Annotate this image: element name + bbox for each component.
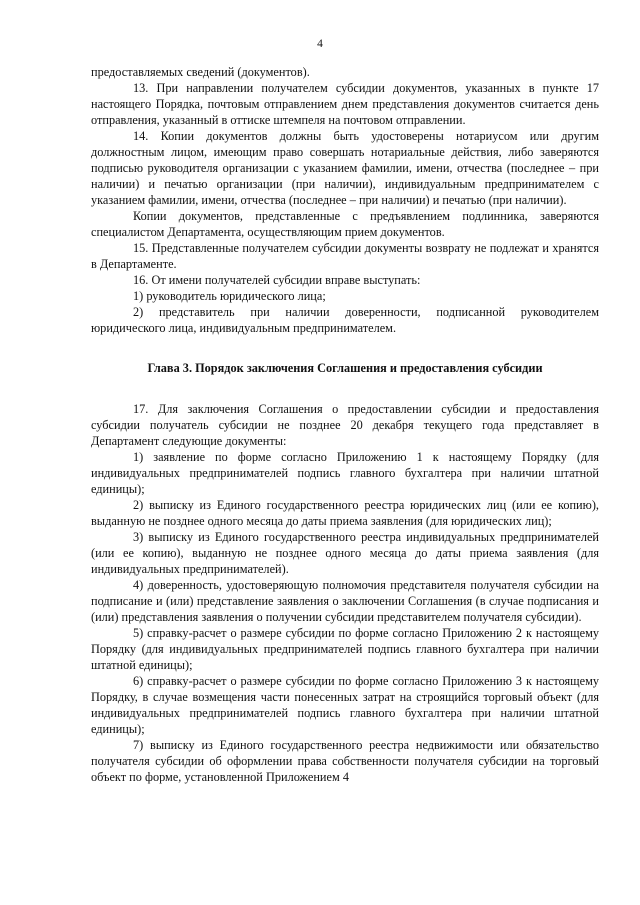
list-item-17-6: 6) справку-расчет о размере субсидии по форме согласно Приложению 3 к настоящему Порядку, в случае возмещения части понесенных затрат на строящийся торговый объект (для индивидуальных предпринимателей подпись главного бухгалтера при наличии штатной единицы); [91,674,599,736]
paragraph-17: 17. Для заключения Соглашения о предоставлении субсидии и предоставления субсидии получатель субсидии не позднее 20 декабря текущего года представляет в Департамент следующие документы: [91,402,599,448]
list-item-16-2: 2) представитель при наличии доверенности, подписанной руководителем юридического лица, индивидуальным предпринимателем. [91,305,599,335]
list-item-17-7: 7) выписку из Единого государственного реестра недвижимости или обязательство получателя субсидии об оформлении права собственности получателя субсидии на торговый объект по форме, установленной Приложением 4 [91,738,599,784]
paragraph-continuation: предоставляемых сведений (документов). [91,65,310,79]
paragraph-copies-certified: Копии документов, представленные с предъявлением подлинника, заверяются специалистом Департамента, осуществляющим прием документов. [91,209,599,239]
list-item-17-2: 2) выписку из Единого государственного реестра юридических лиц (или ее копию), выданную не позднее одного месяца до даты приема заявления (для юридических лиц); [91,498,599,528]
list-item-16-1: 1) руководитель юридического лица; [133,289,326,303]
list-item-17-1: 1) заявление по форме согласно Приложению 1 к настоящему Порядку (для индивидуальных предпринимателей подпись главного бухгалтера при наличии штатной единицы); [91,450,599,496]
list-item-17-4: 4) доверенность, удостоверяющую полномочия представителя получателя субсидии на подписание и (или) представление заявления о заключении Соглашения (в случае подписания и (или) представления заявления о получении субсидии представителем получателя субсидии). [91,578,599,624]
paragraph-13: 13. При направлении получателем субсидии документов, указанных в пункте 17 настоящего Порядка, почтовым отправлением днем представления документов считается день отправления, указанный в оттиске штемпеля на почтовом отправлении. [91,81,599,127]
paragraph-14: 14. Копии документов должны быть удостоверены нотариусом или другим должностным лицом, имеющим право совершать нотариальные действия, либо заверяются подписью руководителя организации с указанием фамилии, имени, отчества (последнее – при наличии) и печатью организации (при наличии), индивидуальным предпринимателем с указанием фамилии, имени, отчества (последнее – при наличии) и печатью (при наличии). [91,129,599,207]
paragraph-15: 15. Представленные получателем субсидии документы возврату не подлежат и хранятся в Департаменте. [91,241,599,271]
list-item-17-5: 5) справку-расчет о размере субсидии по форме согласно Приложению 2 к настоящему Порядку (для индивидуальных предпринимателей подпись главного бухгалтера при наличии штатной единицы); [91,626,599,672]
page-number: 4 [317,38,323,50]
paragraph-16: 16. От имени получателей субсидии вправе выступать: [133,273,421,287]
document-body [91,64,599,785]
chapter-heading: Глава 3. Порядок заключения Соглашения и предоставления субсидии [147,361,543,375]
list-item-17-3: 3) выписку из Единого государственного реестра индивидуальных предпринимателей (или ее копию), выданную не позднее одного месяца до даты приема заявления (для индивидуальных предпринимателей). [91,530,599,576]
